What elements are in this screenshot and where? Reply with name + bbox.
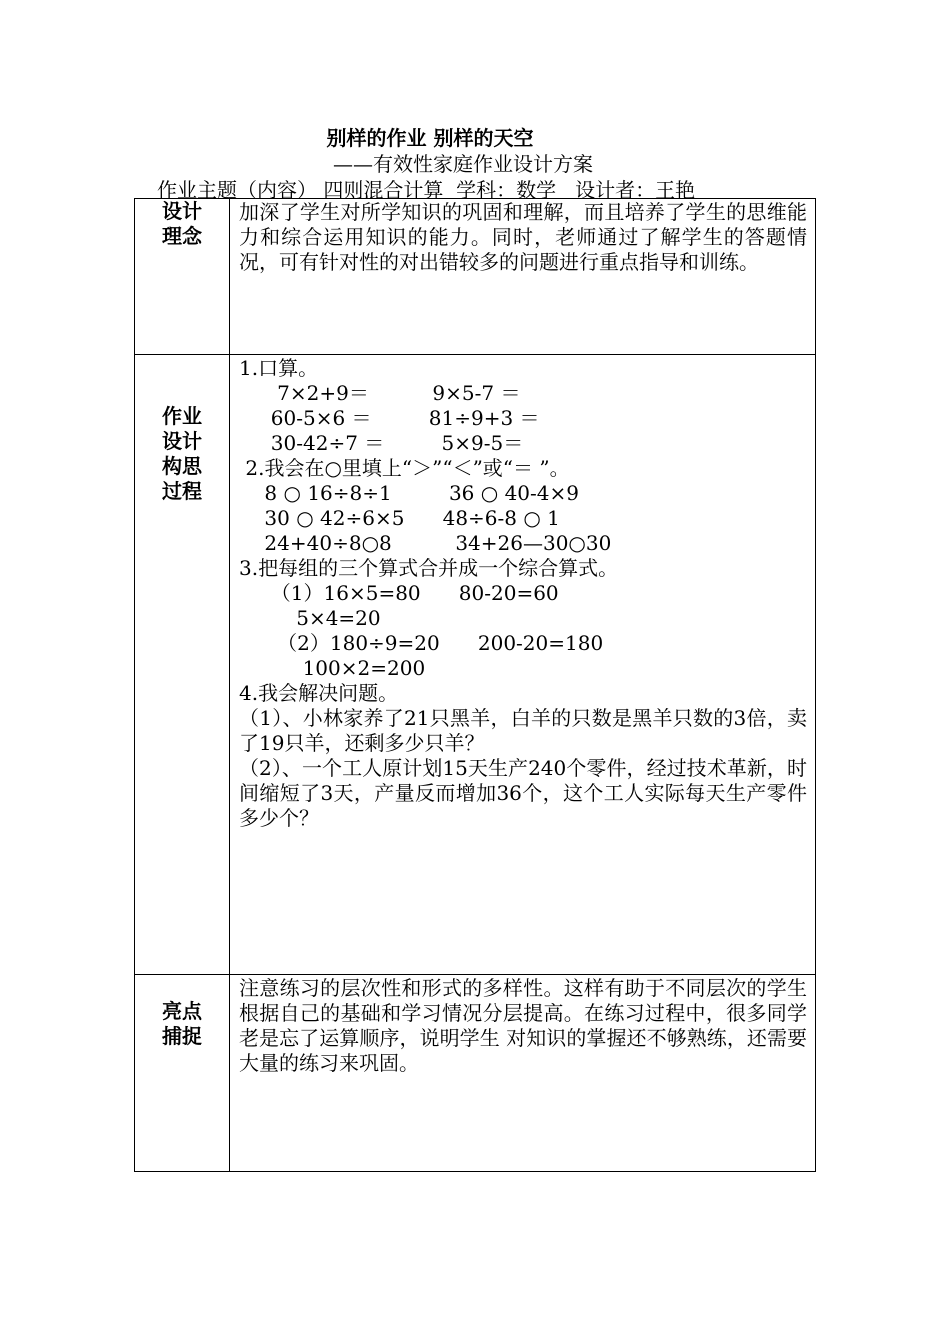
exercise-heading: 2.我会在○里填上“＞”“＜”或“＝ ”。 <box>239 456 570 480</box>
exercise-line: 24+40÷8○8 34+26—30○30 <box>239 531 612 555</box>
exercise-line: 30-42÷7 ＝ 5×9-5＝ <box>239 431 524 455</box>
word-problem: （2）、一个工人原计划15天生产240个零件，经过技术革新，时间缩短了3天，产量反而增加36个，这个工人实际每天生产零件多少个？ <box>239 756 807 830</box>
label-line: 作业 <box>162 404 202 428</box>
document-title: 别样的作业 别样的天空 <box>326 126 534 150</box>
document-subtitle: ——有效性家庭作业设计方案 <box>333 152 593 176</box>
label-line: 理念 <box>162 224 202 248</box>
exercise-line: 8 ○ 16÷8÷1 36 ○ 40-4×9 <box>239 481 579 505</box>
table-row-design-concept <box>135 199 816 355</box>
exercise-line: 60-5×6 ＝ 81÷9+3 ＝ <box>239 406 540 430</box>
label-line: 设计 <box>162 199 202 223</box>
label-line: 设计 <box>162 429 202 453</box>
highlights-cell <box>230 975 816 1172</box>
document-meta: 作业主题（内容） 四则混合计算 学科：数学 设计者：王艳 <box>157 178 696 202</box>
label-line: 捕捉 <box>162 1024 202 1048</box>
exercise-line: （1）16×5=80 80-20=60 <box>239 581 559 605</box>
exercise-line: 30 ○ 42÷6×5 48÷6-8 ○ 1 <box>239 506 560 530</box>
row-label-highlights <box>135 975 230 1172</box>
row-label-design-process <box>135 355 230 975</box>
table-row-design-process <box>135 355 816 975</box>
highlights-text: 注意练习的层次性和形式的多样性。这样有助于不同层次的学生根据自己的基础和学习情况分层提高。在练习过程中，很多同学老是忘了运算顺序，说明学生 对知识的掌握还不够熟练，还需要大量的练习来巩固。 <box>239 976 807 1075</box>
exercise-line: 5×4=20 <box>239 606 381 630</box>
exercise-line: 7×2+9＝ 9×5-7 ＝ <box>239 381 521 405</box>
exercise-heading: 1.口算。 <box>239 356 319 380</box>
exercise-heading: 4.我会解决问题。 <box>239 681 399 705</box>
exercise-line: 100×2=200 <box>239 656 426 680</box>
exercise-line: （2）180÷9=20 200-20=180 <box>239 631 604 655</box>
homework-design-table <box>134 198 816 1172</box>
exercise-heading: 3.把每组的三个算式合并成一个综合算式。 <box>239 556 619 580</box>
label-line: 过程 <box>162 479 202 503</box>
word-problem: （1）、小林家养了21只黑羊，白羊的只数是黑羊只数的3倍，卖了19只羊，还剩多少只羊？ <box>239 706 807 755</box>
design-concept-text: 加深了学生对所学知识的巩固和理解，而且培养了学生的思维能力和综合运用知识的能力。同时，老师通过了解学生的答题情况，可有针对性的对出错较多的问题进行重点指导和训练。 <box>239 200 807 274</box>
design-process-cell <box>230 355 816 975</box>
row-label-design-concept <box>135 199 230 355</box>
design-concept-cell <box>230 199 816 355</box>
label-line: 亮点 <box>162 999 202 1023</box>
label-line: 构思 <box>162 454 202 478</box>
table-row-highlights <box>135 975 816 1172</box>
